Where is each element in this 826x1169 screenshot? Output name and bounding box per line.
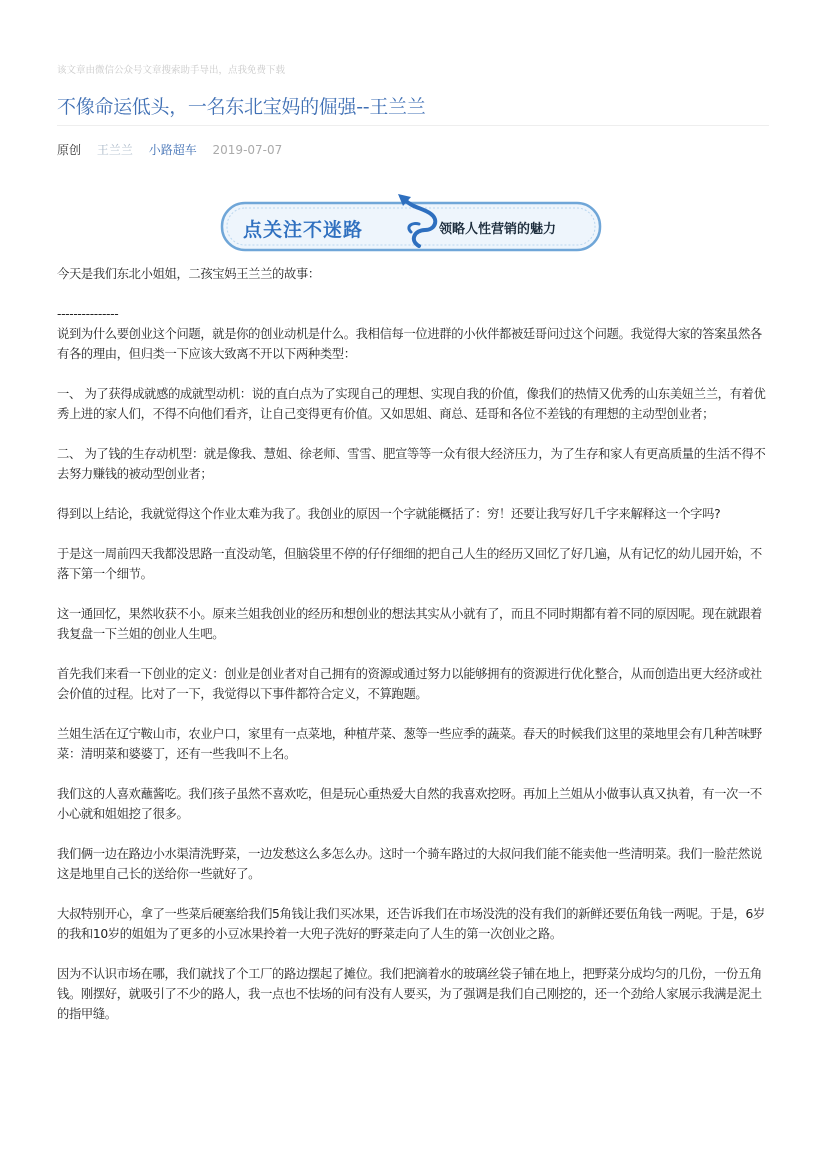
export-notice[interactable]: 该文章由微信公众号文章搜索助手导出，点我免费下载 — [57, 65, 286, 76]
body-paragraph: 二、 为了钱的生存动机型：就是像我、慧姐、徐老师、雪雪、肥宣等等一众有很大经济压力，为了生存和家人有更高质量的生活不得不去努力赚钱的被动型创业者； — [57, 447, 766, 481]
separator-line: --------------- — [57, 307, 119, 321]
body-paragraph: 大叔特别开心，拿了一些菜后硬塞给我们5角钱让我们买冰果，还告诉我们在市场没洗的没有我们的新鲜还要伍角钱一两呢。于是，6岁的我和10岁的姐姐为了更多的小豆冰果拎着一大兜子洗好的野菜走向了人生的第一次创业之路。 — [57, 907, 765, 941]
body-paragraph: 我们这的人喜欢蘸酱吃。我们孩子虽然不喜欢吃，但是玩心重热爱大自然的我喜欢挖呀。再加上兰姐从小做事认真又执着，有一次一不小心就和姐姐挖了很多。 — [57, 787, 762, 821]
body-paragraph: 得到以上结论，我就觉得这个作业太难为我了。我创业的原因一个字就能概括了：穷！还要让我写好几千字来解释这一个字吗? — [57, 507, 721, 521]
article-title: 不像命运低头，一名东北宝妈的倔强--王兰兰 — [57, 96, 426, 118]
body-paragraph: 这一通回忆，果然收获不小。原来兰姐我创业的经历和想创业的想法其实从小就有了，而且不同时期都有着不同的原因呢。现在就跟着我复盘一下兰姐的创业人生吧。 — [57, 607, 762, 641]
body-paragraph: 因为不认识市场在哪，我们就找了个工厂的路边摆起了摊位。我们把滴着水的玻璃丝袋子铺在地上，把野菜分成均匀的几份，一份五角钱。刚摆好，就吸引了不少的路人，我一点也不怯场的问有没有人要买，为了强调是我们自己刚挖的，还一个劲给人家展示我满是泥土的指甲缝。 — [57, 967, 762, 1021]
author-name: 王兰兰 — [96, 143, 133, 157]
body-paragraph: 说到为什么要创业这个问题，就是你的创业动机是什么。我相信每一位进群的小伙伴都被廷哥问过这个问题。我觉得大家的答案虽然各有各的理由，但归类一下应该大致离不开以下两种类型： — [57, 327, 762, 361]
body-paragraph: 一、 为了获得成就感的成就型动机：说的直白点为了实现自己的理想、实现自我的价值，像我们的热情又优秀的山东美妞兰兰，有着优秀上进的家人们，不得不向他们看齐，让自己变得更有价值。又如思姐、商总、廷哥和各位不差钱的有理想的主动型创业者； — [57, 387, 766, 421]
body-paragraph: 我们俩一边在路边小水渠清洗野菜，一边发愁这么多怎么办。这时一个骑车路过的大叔问我们能不能卖他一些清明菜。我们一脸茫然说这是地里自己长的送给你一些就好了。 — [57, 847, 762, 881]
banner-slogan: 领略人性营销的魅力 — [439, 222, 557, 237]
article-body — [57, 264, 771, 1044]
banner-follow-text: 点关注不迷路 — [243, 219, 364, 241]
publish-date: 2019-07-07 — [212, 143, 283, 157]
title-divider — [57, 125, 769, 126]
original-label: 原创 — [57, 143, 82, 157]
body-paragraph: 于是这一周前四天我都没思路一直没动笔，但脑袋里不停的仔仔细细的把自己人生的经历又回忆了好几遍，从有记忆的幼儿园开始，不落下第一个细节。 — [57, 547, 762, 581]
body-paragraph: 兰姐生活在辽宁鞍山市，农业户口，家里有一点菜地，种植芹菜、葱等一些应季的蔬菜。春天的时候我们这里的菜地里会有几种苦味野菜：清明菜和婆婆丁，还有一些我叫不上名。 — [57, 727, 762, 761]
intro-paragraph: 今天是我们东北小姐姐，二孩宝妈王兰兰的故事： — [57, 267, 320, 281]
follow-banner — [219, 188, 604, 262]
article-meta — [57, 141, 294, 158]
account-link[interactable]: 小路超车 — [148, 143, 197, 157]
body-paragraph: 首先我们来看一下创业的定义：创业是创业者对自己拥有的资源或通过努力以能够拥有的资源进行优化整合，从而创造出更大经济或社会价值的过程。比对了一下，我觉得以下事件都符合定义，不算跑题。 — [57, 667, 762, 701]
